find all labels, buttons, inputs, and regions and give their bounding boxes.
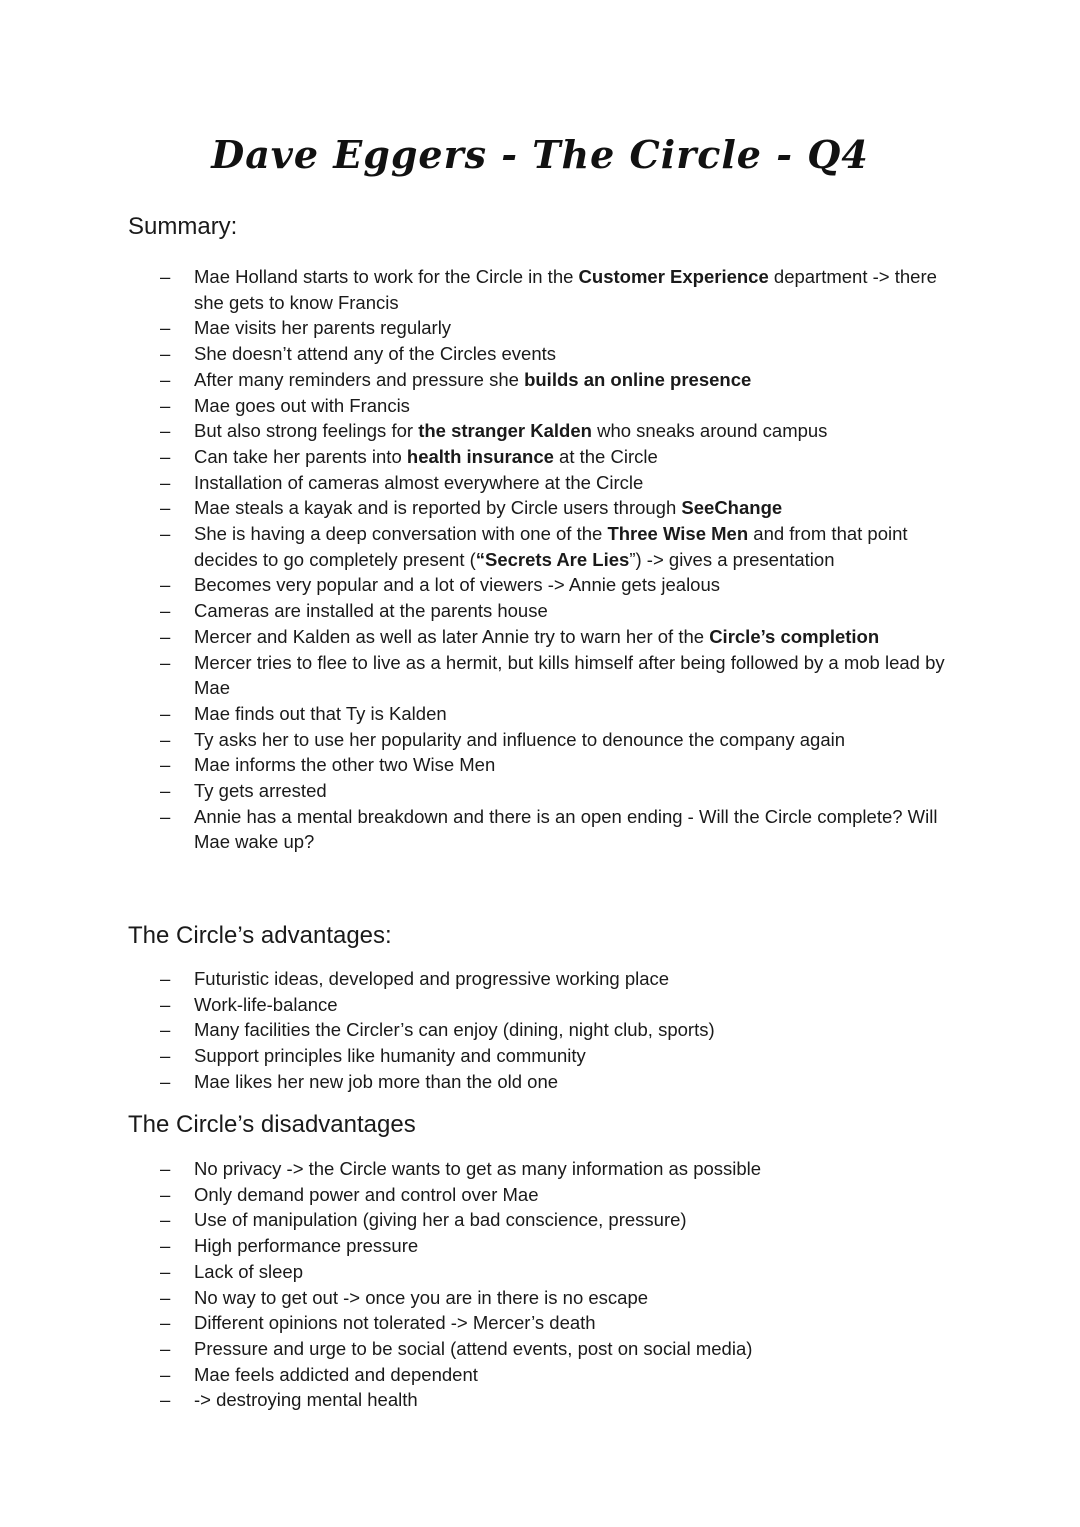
item-text: Mae feels addicted and dependent: [194, 1363, 478, 1385]
advantages-list: [0, 966, 1080, 1095]
list-item: [0, 1043, 1080, 1069]
item-bold-text: the stranger Kalden: [418, 420, 592, 442]
list-item: [0, 341, 1080, 367]
bullet-dash: –: [160, 1019, 171, 1041]
list-item: [0, 1362, 1080, 1388]
item-text: She doesn’t attend any of the Circles events: [194, 343, 556, 365]
list-item: [0, 804, 1080, 855]
list-item: [0, 1156, 1080, 1182]
list-item: [0, 598, 1080, 624]
item-text: No privacy -> the Circle wants to get as many information as possible: [194, 1158, 762, 1179]
list-item: [0, 1182, 1080, 1208]
bullet-dash: –: [160, 574, 171, 596]
item-text: Annie has a mental breakdown and there is an open ending - Will the Circle complete? Will Mae wake up?: [194, 805, 938, 853]
item-bold-text: health insurance: [406, 445, 554, 467]
bullet-dash: –: [160, 1363, 171, 1385]
item-text: Mae goes out with Francis: [194, 394, 410, 416]
item-text: Mae informs the other two Wise Men: [194, 754, 496, 776]
list-item: [0, 418, 1080, 444]
bullet-dash: –: [160, 651, 171, 673]
list-item: [0, 727, 1080, 753]
summary-heading: Summary:: [128, 213, 238, 240]
bullet-dash: –: [160, 445, 171, 467]
list-item: [0, 367, 1080, 393]
item-text: But also strong feelings for: [194, 420, 419, 442]
list-item: [0, 650, 1080, 701]
bullet-dash: –: [160, 266, 171, 287]
bullet-dash: –: [160, 1337, 171, 1359]
item-text: Ty gets arrested: [194, 780, 327, 802]
list-item: [0, 315, 1080, 341]
bullet-dash: –: [160, 497, 171, 519]
bullet-dash: –: [160, 993, 171, 1015]
bullet-dash: –: [160, 343, 171, 365]
item-text: Lack of sleep: [194, 1260, 304, 1282]
list-item: [0, 1310, 1080, 1336]
item-text: She is having a deep conversation with one of the: [194, 523, 608, 545]
item-text: Mae visits her parents regularly: [194, 317, 452, 339]
bullet-dash: –: [160, 1389, 171, 1411]
bullet-dash: –: [160, 1260, 171, 1282]
list-item: [0, 1285, 1080, 1311]
bullet-dash: –: [160, 728, 171, 750]
bullet-dash: –: [160, 523, 171, 545]
item-bold-text: builds an online presence: [524, 368, 752, 390]
item-text: Cameras are installed at the parents house: [194, 600, 548, 622]
item-text: Installation of cameras almost everywhere at the Circle: [194, 471, 644, 493]
bullet-dash: –: [160, 968, 171, 989]
bullet-dash: –: [160, 368, 171, 390]
list-item: [0, 1017, 1080, 1043]
item-text: Mae steals a kayak and is reported by Circle users through: [194, 497, 682, 519]
item-bold-text: Customer Experience: [578, 266, 769, 287]
list-item: [0, 470, 1080, 496]
item-bold-text: Circle’s completion: [709, 625, 880, 647]
item-text: at the Circle: [553, 445, 658, 467]
item-text: Ty asks her to use her popularity and influence to denounce the company again: [194, 728, 846, 750]
list-item: [0, 264, 1080, 315]
item-text: Mae Holland starts to work for the Circle in the: [194, 266, 579, 287]
list-item: [0, 572, 1080, 598]
bullet-dash: –: [160, 1235, 171, 1257]
list-item: [0, 701, 1080, 727]
item-text: Can take her parents into: [194, 445, 407, 467]
bullet-dash: –: [160, 1209, 171, 1231]
bullet-dash: –: [160, 1158, 171, 1179]
list-item: [0, 495, 1080, 521]
list-item: [0, 1207, 1080, 1233]
list-item: [0, 966, 1080, 992]
item-text: Becomes very popular and a lot of viewers -> Annie gets jealous: [194, 574, 721, 596]
item-bold-text: SeeChange: [681, 497, 783, 519]
bullet-dash: –: [160, 1183, 171, 1205]
item-text: Only demand power and control over Mae: [194, 1183, 539, 1205]
item-text: Mae finds out that Ty is Kalden: [194, 702, 447, 724]
item-text: Different opinions not tolerated -> Mercer’s death: [194, 1312, 596, 1334]
list-item: [0, 624, 1080, 650]
list-item: [0, 1233, 1080, 1259]
list-item: [0, 1387, 1080, 1413]
item-text: No way to get out -> once you are in there is no escape: [194, 1286, 649, 1308]
item-text: High performance pressure: [194, 1235, 419, 1257]
item-text: Mercer and Kalden as well as later Annie try to warn her of the: [194, 625, 710, 647]
list-item: [0, 444, 1080, 470]
item-text: ”) -> gives a presentation: [629, 548, 835, 570]
list-item: [0, 393, 1080, 419]
list-item: [0, 1259, 1080, 1285]
item-text: -> destroying mental health: [194, 1389, 418, 1411]
bullet-dash: –: [160, 394, 171, 416]
bullet-dash: –: [160, 754, 171, 776]
list-item: [0, 752, 1080, 778]
item-text: Pressure and urge to be social (attend events, post on social media): [194, 1337, 753, 1359]
item-text: Work-life-balance: [194, 993, 338, 1015]
bullet-dash: –: [160, 1286, 171, 1308]
list-item: [0, 778, 1080, 804]
bullet-dash: –: [160, 625, 171, 647]
document-title: Dave Eggers - The Circle - Q4: [211, 132, 869, 177]
bullet-dash: –: [160, 600, 171, 622]
list-item: [0, 521, 1080, 572]
advantages-heading: The Circle’s advantages:: [128, 922, 392, 949]
item-text: who sneaks around campus: [591, 420, 828, 442]
bullet-dash: –: [160, 420, 171, 442]
summary-list: [0, 264, 1080, 855]
item-bold-text: “Secrets Are Lies: [475, 548, 630, 570]
item-text: Many facilities the Circler’s can enjoy (dining, night club, sports): [194, 1019, 715, 1041]
disadvantages-heading: The Circle’s disadvantages: [128, 1111, 416, 1138]
bullet-dash: –: [160, 1045, 171, 1067]
item-text: department -> there she gets to know Francis: [194, 266, 937, 313]
list-item: [0, 1069, 1080, 1095]
list-item: [0, 992, 1080, 1018]
item-bold-text: Three Wise Men: [607, 523, 749, 545]
item-text: Support principles like humanity and community: [194, 1045, 586, 1067]
bullet-dash: –: [160, 702, 171, 724]
bullet-dash: –: [160, 780, 171, 802]
item-text: Use of manipulation (giving her a bad conscience, pressure): [194, 1209, 687, 1231]
bullet-dash: –: [160, 1312, 171, 1334]
item-text: Mae likes her new job more than the old one: [194, 1070, 559, 1092]
bullet-dash: –: [160, 317, 171, 339]
bullet-dash: –: [160, 1070, 171, 1092]
item-text: and from that point decides to go completely present (: [194, 523, 908, 570]
disadvantages-list: [0, 1156, 1080, 1413]
item-text: Mercer tries to flee to live as a hermit, but kills himself after being followed by a mob lead by Mae: [194, 651, 945, 699]
item-text: After many reminders and pressure she: [194, 368, 525, 390]
list-item: [0, 1336, 1080, 1362]
bullet-dash: –: [160, 805, 171, 827]
item-text: Futuristic ideas, developed and progressive working place: [194, 968, 670, 989]
bullet-dash: –: [160, 471, 171, 493]
